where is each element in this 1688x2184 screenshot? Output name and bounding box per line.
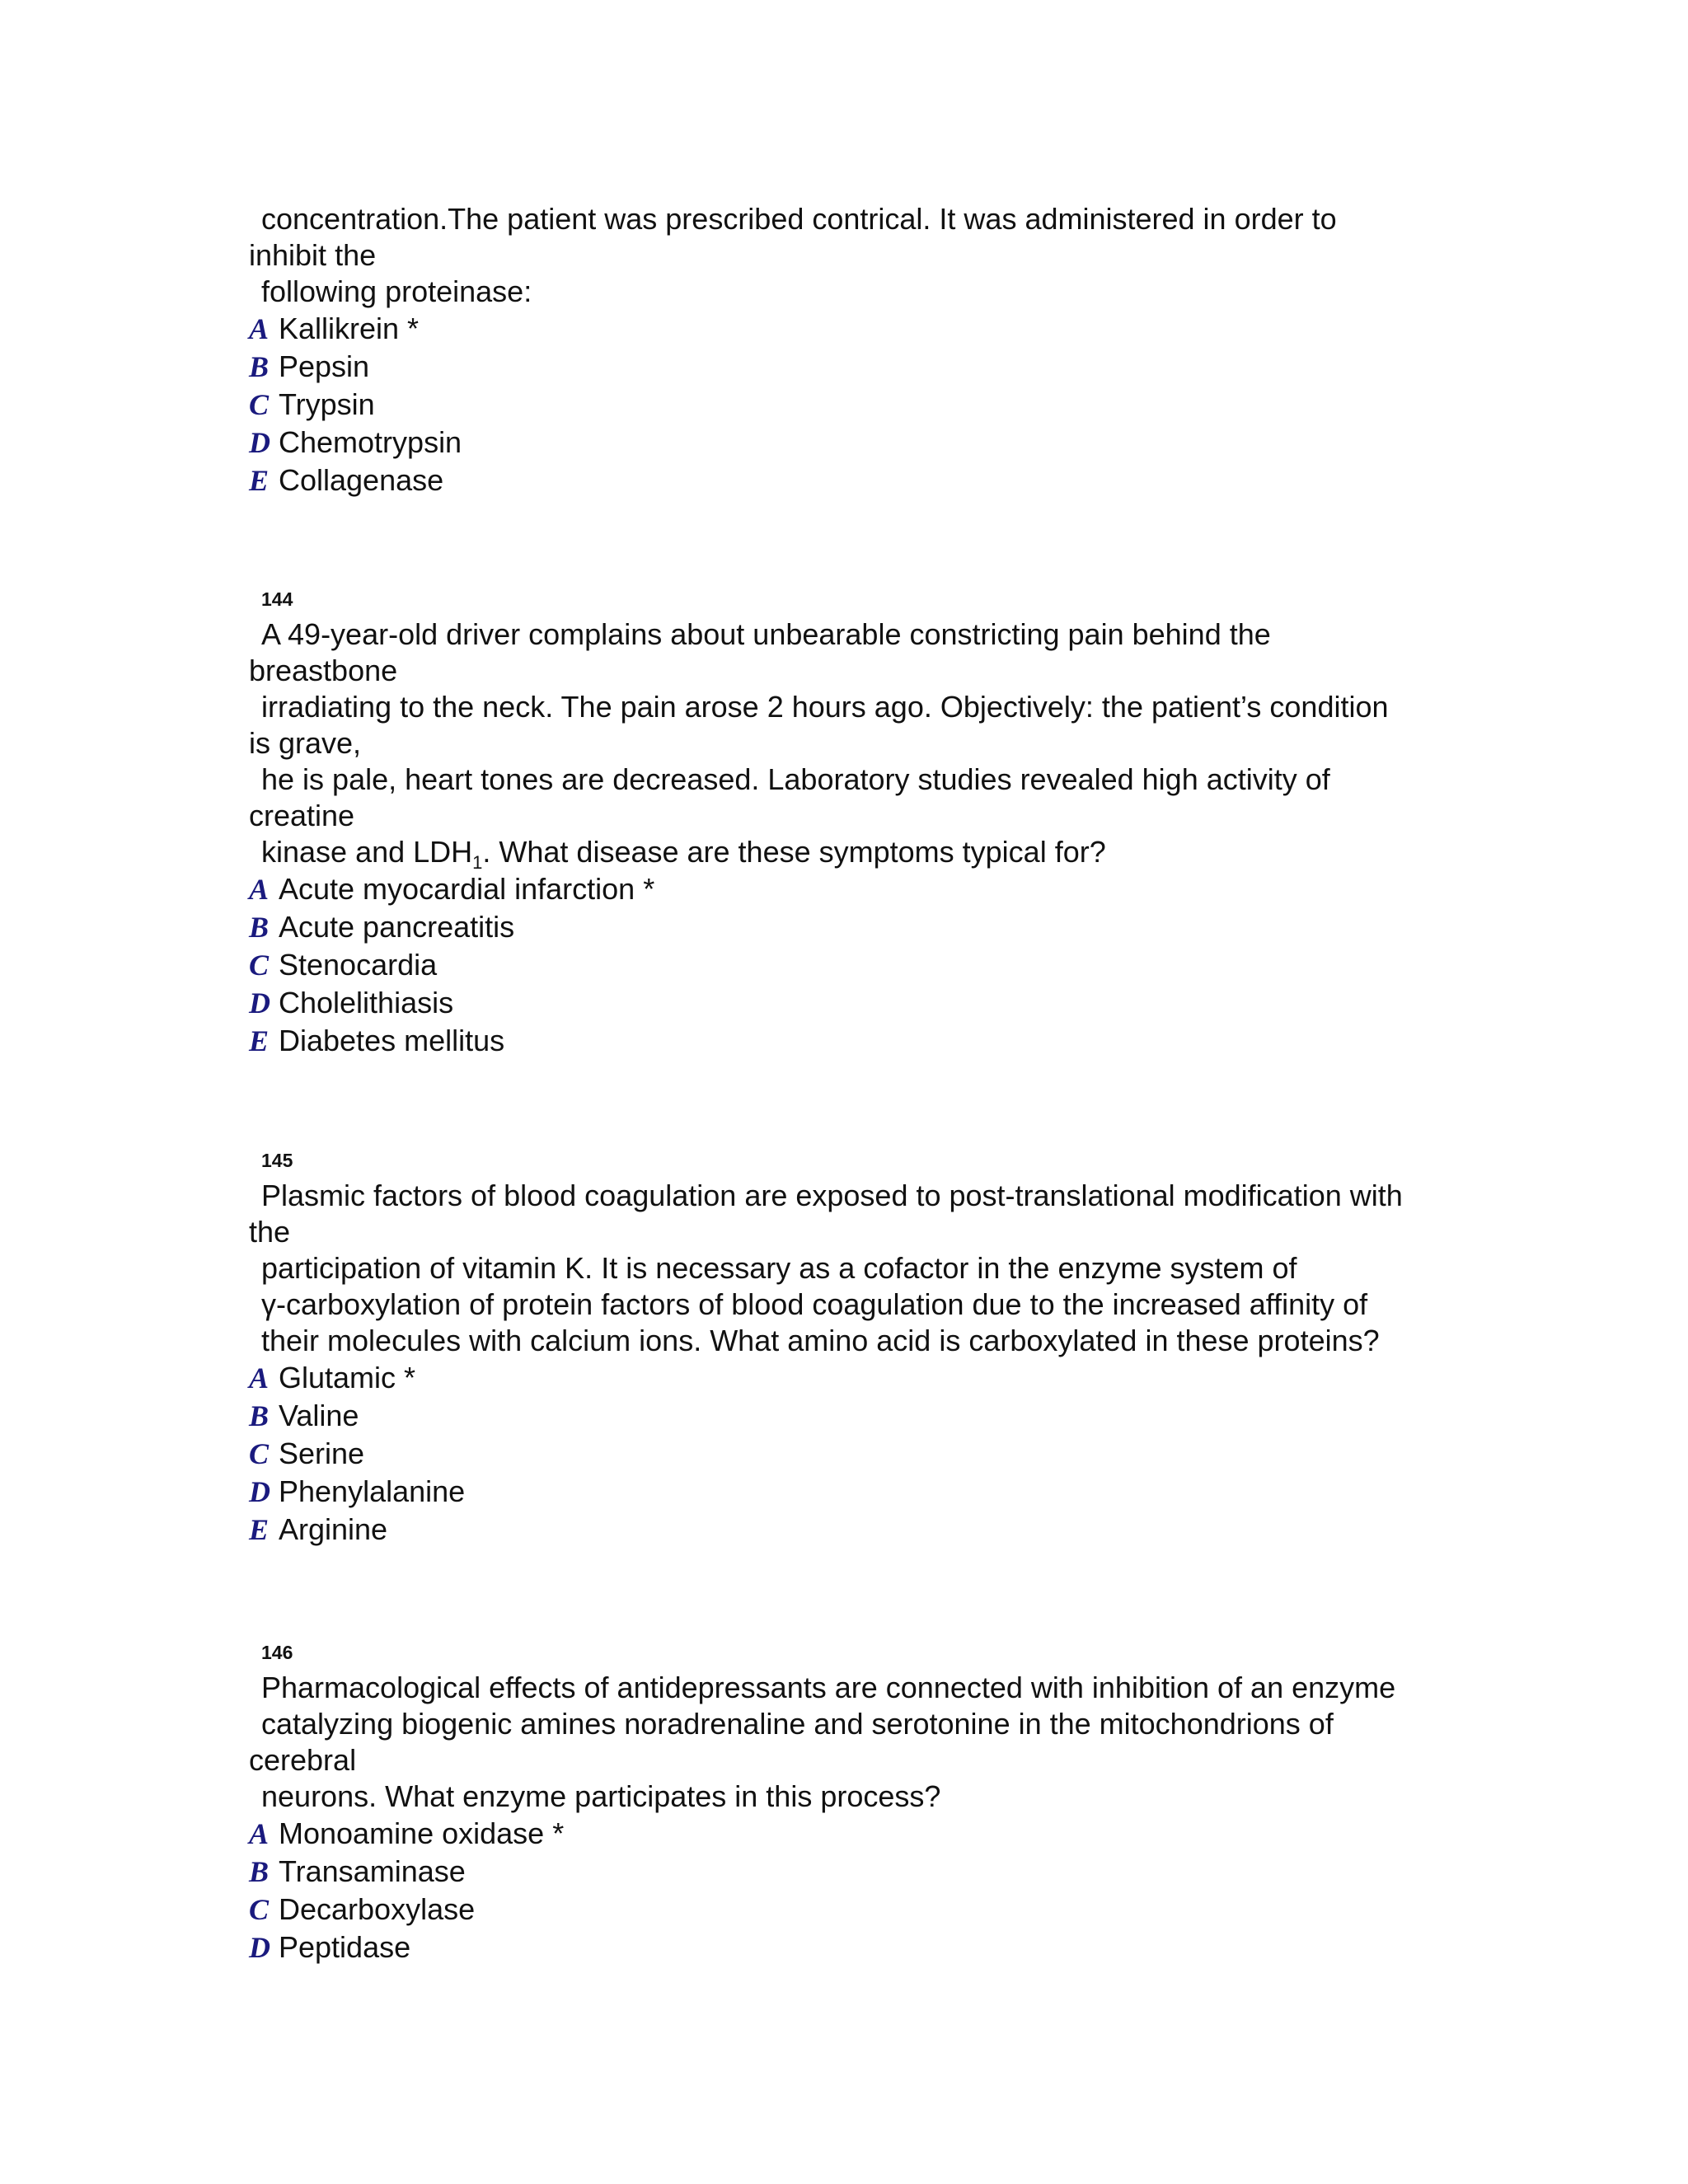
option-text: Kallikrein * xyxy=(279,312,420,345)
answer-option xyxy=(249,1359,1452,1397)
option-letter: A xyxy=(249,873,270,906)
subscript: 1 xyxy=(472,852,483,874)
option-text: Valine xyxy=(279,1399,359,1432)
answer-option xyxy=(249,1929,1452,1966)
option-text: Serine xyxy=(279,1436,365,1470)
answer-option xyxy=(249,348,1452,386)
option-letter: D xyxy=(249,987,270,1019)
answer-option xyxy=(249,870,1452,908)
question-text-line: the xyxy=(249,1215,291,1249)
option-letter: A xyxy=(249,312,270,345)
question-text-line: creatine xyxy=(249,799,355,832)
answer-option xyxy=(249,1891,1452,1929)
option-text: Peptidase xyxy=(279,1930,411,1964)
option-text: Pepsin xyxy=(279,349,370,383)
option-text: Arginine xyxy=(279,1512,388,1546)
option-text: Phenylalanine xyxy=(279,1474,466,1508)
option-text: Glutamic * xyxy=(279,1361,416,1394)
question-text-line: Plasmic factors of blood coagulation are exposed to post-translational modification with xyxy=(261,1179,1403,1212)
option-letter: E xyxy=(249,1513,270,1546)
question-number: 145 xyxy=(261,1150,293,1171)
option-letter: D xyxy=(249,1931,270,1964)
answer-option xyxy=(249,1473,1452,1511)
question-text-line: their molecules with calcium ions. What amino acid is carboxylated in these proteins? xyxy=(261,1324,1380,1357)
question-number: 144 xyxy=(261,588,293,610)
option-text: Acute pancreatitis xyxy=(279,910,515,944)
option-text: Stenocardia xyxy=(279,948,438,982)
option-letter: C xyxy=(249,388,270,421)
question-145 xyxy=(249,1148,1452,1549)
option-letter: E xyxy=(249,464,270,497)
question-text-line: A 49-year-old driver complains about unbearable constricting pain behind the xyxy=(261,617,1271,651)
answer-option xyxy=(249,462,1452,499)
answer-option xyxy=(249,1022,1452,1060)
question-text-line: is grave, xyxy=(249,726,362,760)
question-text-line: inhibit the xyxy=(249,238,377,272)
question-143-tail xyxy=(249,201,1452,499)
answer-option xyxy=(249,946,1452,984)
option-letter: B xyxy=(249,350,270,383)
answer-option xyxy=(249,1397,1452,1435)
option-letter: B xyxy=(249,1855,270,1888)
question-text-line: irradiating to the neck. The pain arose 2 hours ago. Objectively: the patient’s condition xyxy=(261,690,1389,724)
answer-option xyxy=(249,1853,1452,1891)
question-text-line: concentration.The patient was prescribed contrical. It was administered in order to xyxy=(261,202,1337,236)
option-text: Cholelithiasis xyxy=(279,986,454,1019)
option-text: Collagenase xyxy=(279,463,444,497)
question-146 xyxy=(249,1640,1452,1966)
answer-option xyxy=(249,1435,1452,1473)
option-text: Diabetes mellitus xyxy=(279,1024,505,1057)
option-letter: B xyxy=(249,911,270,944)
question-text-line: participation of vitamin K. It is necessary as a cofactor in the enzyme system of xyxy=(261,1251,1297,1285)
question-text-segment: kinase and LDH xyxy=(261,835,473,869)
option-letter: D xyxy=(249,1475,270,1508)
answer-option xyxy=(249,1511,1452,1549)
question-text-line: Pharmacological effects of antidepressants are connected with inhibition of an enzyme xyxy=(261,1671,1396,1704)
option-text: Transaminase xyxy=(279,1854,466,1888)
option-letter: C xyxy=(249,949,270,982)
answer-option xyxy=(249,310,1452,348)
answer-option xyxy=(249,984,1452,1022)
question-text-line: neurons. What enzyme participates in this process? xyxy=(261,1779,941,1813)
question-144 xyxy=(249,587,1452,1060)
option-letter: C xyxy=(249,1437,270,1470)
option-text: Decarboxylase xyxy=(279,1892,476,1926)
answer-option xyxy=(249,386,1452,424)
option-text: Monoamine oxidase * xyxy=(279,1816,565,1850)
option-letter: E xyxy=(249,1024,270,1057)
option-letter: A xyxy=(249,1361,270,1394)
question-number: 146 xyxy=(261,1642,293,1663)
answer-option xyxy=(249,1815,1452,1853)
question-text-line: γ-carboxylation of protein factors of blood coagulation due to the increased affinity of xyxy=(261,1287,1368,1321)
answer-option xyxy=(249,908,1452,946)
question-text-line: breastbone xyxy=(249,654,398,687)
question-text-segment: . What disease are these symptoms typical for? xyxy=(482,835,1106,869)
option-letter: D xyxy=(249,426,270,459)
option-letter: A xyxy=(249,1817,270,1850)
option-letter: C xyxy=(249,1893,270,1926)
question-text-line: catalyzing biogenic amines noradrenaline and serotonine in the mitochondrions of xyxy=(261,1707,1334,1741)
question-text-line: following proteinase: xyxy=(261,274,532,308)
option-letter: B xyxy=(249,1399,270,1432)
question-text-line: he is pale, heart tones are decreased. Laboratory studies revealed high activity of xyxy=(261,762,1330,796)
option-text: Chemotrypsin xyxy=(279,425,462,459)
option-text: Acute myocardial infarction * xyxy=(279,872,655,906)
question-text-line xyxy=(249,834,1452,874)
option-text: Trypsin xyxy=(279,387,375,421)
question-text-line: cerebral xyxy=(249,1743,357,1777)
answer-option xyxy=(249,424,1452,462)
